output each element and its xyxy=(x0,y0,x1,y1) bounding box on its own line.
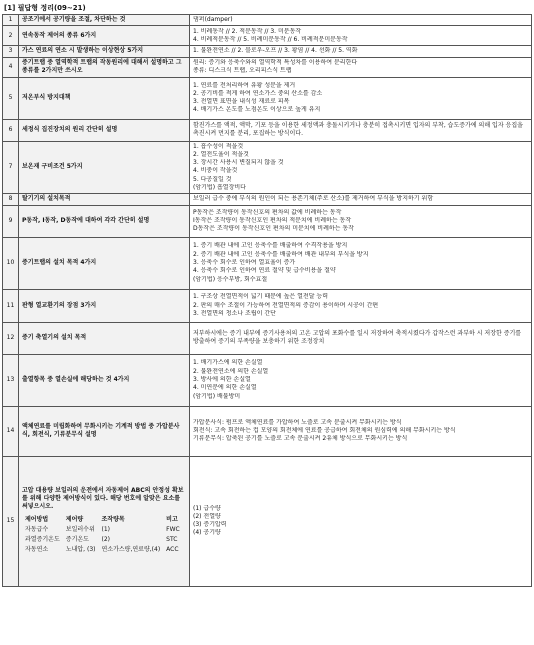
control-table-header xyxy=(22,515,183,525)
table-row xyxy=(3,119,532,141)
question-text: 증기 축열기의 설치 목적 xyxy=(22,334,87,342)
answer-line: 1. 불완전연소 // 2. 블로우-오프 // 3. 황염 // 4. 선화 // 5. 역화 xyxy=(193,47,358,55)
table-row xyxy=(3,15,532,26)
answer-line: 3. 전열면 표면을 내식성 재료로 피복 xyxy=(193,98,290,106)
page-title: [1] 필답형 정리(09~21) xyxy=(4,4,86,12)
answer-line: (4) 공기량 xyxy=(193,529,221,537)
answer-line: (2) 전열량 xyxy=(193,512,221,520)
answer-cell xyxy=(190,456,532,586)
row-number: 6 xyxy=(3,119,19,141)
table-row xyxy=(3,141,532,194)
answer-line: 1. 흡수성이 적을것 xyxy=(193,142,244,150)
row-number: 9 xyxy=(3,205,19,237)
question-text: 저온부식 방지대책 xyxy=(22,93,71,101)
summary-table xyxy=(2,14,532,587)
row-number: 14 xyxy=(3,406,19,456)
question-cell xyxy=(19,57,190,77)
table-row xyxy=(3,194,532,205)
table-row xyxy=(3,237,532,289)
answer-line: I동작은 조작량이 동작신호인 편차의 적분치에 비례하는 동작 xyxy=(193,217,352,225)
question-cell xyxy=(19,119,190,141)
question-text: 탈기기의 설치목적 xyxy=(22,195,71,203)
control-table-cell: 과열증기온도 xyxy=(25,536,60,544)
answer-line: 가압분사식: 펌프로 액체연료를 가압하여 노즐로 고속 분출시켜 무화시키는 방식 xyxy=(193,418,402,426)
question-text: 세정식 집진장치의 원리 간단히 설명 xyxy=(22,125,118,133)
answer-line: 회전식: 고속 회전하는 컵 모양의 회전체에 연료를 공급하여 회전체의 원심력에 의해 무화시키는 방식 xyxy=(193,427,456,435)
answer-line: 5. 다공질일 것 xyxy=(193,175,232,183)
answer-line: 원리: 증기와 응축수와의 열역학적 특성차를 이용하여 분리한다 xyxy=(193,58,358,66)
row-number: 12 xyxy=(3,322,19,354)
question-text: 고압 대용량 보일러의 운전에서 자동제어 ABC의 안정성 확보를 위해 다양한 제어방식이 있다. 해당 번호에 알맞은 요소를 써넣으시오. xyxy=(22,486,184,511)
answer-line: 2. 불완전연소에 의한 손실열 xyxy=(193,367,269,375)
row-number: 10 xyxy=(3,237,19,289)
answer-line: 3. 방사에 의한 손실열 xyxy=(193,376,251,384)
row-number: 4 xyxy=(3,57,19,77)
control-table-heading: 비고 xyxy=(166,515,178,523)
answer-line: 3. 응축수 회수로 인하여 열효율이 증가 xyxy=(193,259,296,267)
answer-line: P동작은 조작량이 동작신호의 편차의 값에 비례하는 동작 xyxy=(193,208,342,216)
question-text: 보온재 구비조건 5가지 xyxy=(22,163,83,171)
question-cell xyxy=(19,205,190,237)
control-table-cell: 노내압, (3) xyxy=(65,546,96,554)
question-text: 가스 연료의 연소 시 발생하는 이상현상 5가지 xyxy=(22,47,144,55)
answer-line: (암기법) 배불방미 xyxy=(193,392,241,400)
control-table-cell: 보일러수위 xyxy=(65,525,95,533)
control-table-cell: (2) xyxy=(101,536,110,544)
answer-line: 1. 구조상 전열면적이 넓기 때문에 높은 열전달 능력 xyxy=(193,293,328,301)
control-table xyxy=(22,515,183,556)
table-row xyxy=(3,354,532,406)
answer-cell xyxy=(190,15,532,26)
table-row xyxy=(3,456,532,586)
table-row xyxy=(3,77,532,119)
control-table-cell: 자동연소 xyxy=(25,546,49,554)
row-number: 2 xyxy=(3,26,19,46)
question-text: 연속동작 제어의 종류 6가지 xyxy=(22,31,97,39)
answer-cell xyxy=(190,26,532,46)
table-row xyxy=(3,57,532,77)
row-number: 1 xyxy=(3,15,19,26)
answer-line: (암기법) 흡열장비다 xyxy=(193,184,246,192)
control-table-cell: STC xyxy=(166,536,178,544)
answer-line: 4. 비중이 작을것 xyxy=(193,167,238,175)
answer-cell xyxy=(190,237,532,289)
row-number: 7 xyxy=(3,141,19,194)
table-row xyxy=(3,205,532,237)
control-table-row xyxy=(22,545,183,555)
question-cell xyxy=(19,354,190,406)
answer-line: 보일러 급수 중에 부식의 원인이 되는 용존기체(주로 산소)를 제거하여 부식을 방지하기 위함 xyxy=(193,195,434,203)
answer-cell xyxy=(190,354,532,406)
question-text: P동작, I동작, D동작에 대하여 각각 간단히 설명 xyxy=(22,217,150,225)
answer-cell xyxy=(190,141,532,194)
table-row xyxy=(3,322,532,354)
question-text: 공조기에서 공기량을 조절, 차단하는 것 xyxy=(22,16,126,23)
control-table-cell: ACC xyxy=(166,546,179,554)
question-cell xyxy=(19,237,190,289)
answer-line: 1. 배기가스에 의한 손실열 xyxy=(193,359,263,367)
question-text: 판형 열교환기의 장점 3가지 xyxy=(22,301,97,309)
answer-line: 3. 전열면의 청소나 조립이 간단 xyxy=(193,309,276,317)
answer-line: 3. 장시간 사용시 변질되지 않을 것 xyxy=(193,159,284,167)
question-text: 출열항목 중 열손실에 해당하는 것 4가지 xyxy=(22,376,130,384)
question-cell xyxy=(19,141,190,194)
question-cell xyxy=(19,26,190,46)
answer-cell xyxy=(190,289,532,322)
answer-line: 4. 응축수 회수로 인하여 연료 절약 및 급수비용을 절약 xyxy=(193,267,336,275)
answer-line: 저부하시에는 증기 내부에 증기사용처의 고온 고압의 포화수를 일시 저장하여 축적시켰다가 갑작스런 과부하 시 저장한 증기를 방출하여 증기의 부족량을 보충하기 위한 조정장치 xyxy=(193,329,522,346)
answer-cell xyxy=(190,46,532,57)
question-text: 증기트랩 중 열역학적 트랩의 작동원리에 대해서 설명하고 그 종류를 2가지만 쓰시오 xyxy=(22,58,182,75)
answer-line: 1. 비례동작 // 2. 적분동작 // 3. 미분동작 xyxy=(193,27,302,35)
answer-line: 기류분무식: 압축된 공기를 노즐로 고속 분출시켜 2유체 방식으로 무화시키는 방식 xyxy=(193,435,408,443)
row-number: 11 xyxy=(3,289,19,322)
answer-line: 2. 판의 매수 조절이 가능하여 전열면적의 증감이 용이하며 시공이 간편 xyxy=(193,301,379,309)
row-number: 3 xyxy=(3,46,19,57)
row-number: 8 xyxy=(3,194,19,205)
answer-cell xyxy=(190,77,532,119)
answer-line: (암기법) 응수부방, 회수효절 xyxy=(193,275,268,283)
row-number: 15 xyxy=(3,456,19,586)
table-row xyxy=(3,26,532,46)
question-text: 증기트랩의 설치 목적 4가지 xyxy=(22,259,97,267)
row-number: 13 xyxy=(3,354,19,406)
control-table-row xyxy=(22,525,183,535)
answer-line: 2. 공기비를 적게 하여 연소가스 중의 산소를 감소 xyxy=(193,89,323,97)
question-cell xyxy=(19,77,190,119)
question-text: 액체연료를 미립화하여 무화시키는 기계적 방법 중 가압분사식, 회전식, 기류분무식 설명 xyxy=(22,422,180,439)
row-number: 5 xyxy=(3,77,19,119)
control-table-heading: 제어방법 xyxy=(25,515,49,523)
question-cell xyxy=(19,289,190,322)
answer-line: 2. 증기 배관 내에 고인 응축수를 배출하여 배관 내부의 부식을 방지 xyxy=(193,250,369,258)
answer-line: (1) 급수량 xyxy=(193,504,221,512)
control-table-heading: 조작량목 xyxy=(101,515,125,523)
answer-line: 1. 증기 배관 내에 고인 응축수를 배출하여 수격작용을 방지 xyxy=(193,242,348,250)
answer-cell xyxy=(190,119,532,141)
control-table-cell: 연소가스량,연료량,(4) xyxy=(101,546,161,554)
question-cell xyxy=(19,406,190,456)
answer-line: 4. 미연분에 의한 손실열 xyxy=(193,384,257,392)
answer-line: 4. 배기가스 온도를 노점온도 이상으로 높게 유지 xyxy=(193,106,321,114)
answer-line: D동작은 조작량이 동작신호인 편차의 미분치에 비례하는 동작 xyxy=(193,225,354,233)
answer-cell xyxy=(190,194,532,205)
table-row xyxy=(3,46,532,57)
question-cell xyxy=(19,322,190,354)
answer-line: 종류: 디스크식 트랩, 오리피스식 트랩 xyxy=(193,67,292,75)
question-cell xyxy=(19,46,190,57)
control-table-cell: FWC xyxy=(166,525,180,533)
control-table-cell: 증기온도 xyxy=(65,536,89,544)
answer-line: 2. 열전도율이 적을것 xyxy=(193,150,249,158)
table-row xyxy=(3,289,532,322)
question-cell xyxy=(19,15,190,26)
answer-line: 1. 연료를 전처리하여 유황 성분을 제거 xyxy=(193,81,296,89)
control-table-cell: (1) xyxy=(101,525,110,533)
answer-cell xyxy=(190,322,532,354)
answer-line: 함진가스를 액적, 액막, 기포 등을 이용한 세정액과 충돌시키거나 충분히 접촉시키면 입자의 부착, 습도증가에 의해 입자 응집을 촉진시켜 먼지를 분리, 포집하는 방식이다. xyxy=(193,121,523,138)
answer-line: 4. 비례적분동작 // 5. 비례미분동작 // 6. 비례적분미분동작 xyxy=(193,35,348,43)
question-cell xyxy=(19,456,190,586)
answer-line: (3) 증기압력 xyxy=(193,521,227,529)
answer-line: 댐퍼(damper) xyxy=(193,16,233,23)
answer-cell xyxy=(190,57,532,77)
question-cell xyxy=(19,194,190,205)
answer-cell xyxy=(190,205,532,237)
control-table-row xyxy=(22,535,183,545)
control-table-heading: 제어량 xyxy=(65,515,84,523)
answer-cell xyxy=(190,406,532,456)
control-table-cell: 자동급수 xyxy=(25,525,49,533)
table-row xyxy=(3,406,532,456)
